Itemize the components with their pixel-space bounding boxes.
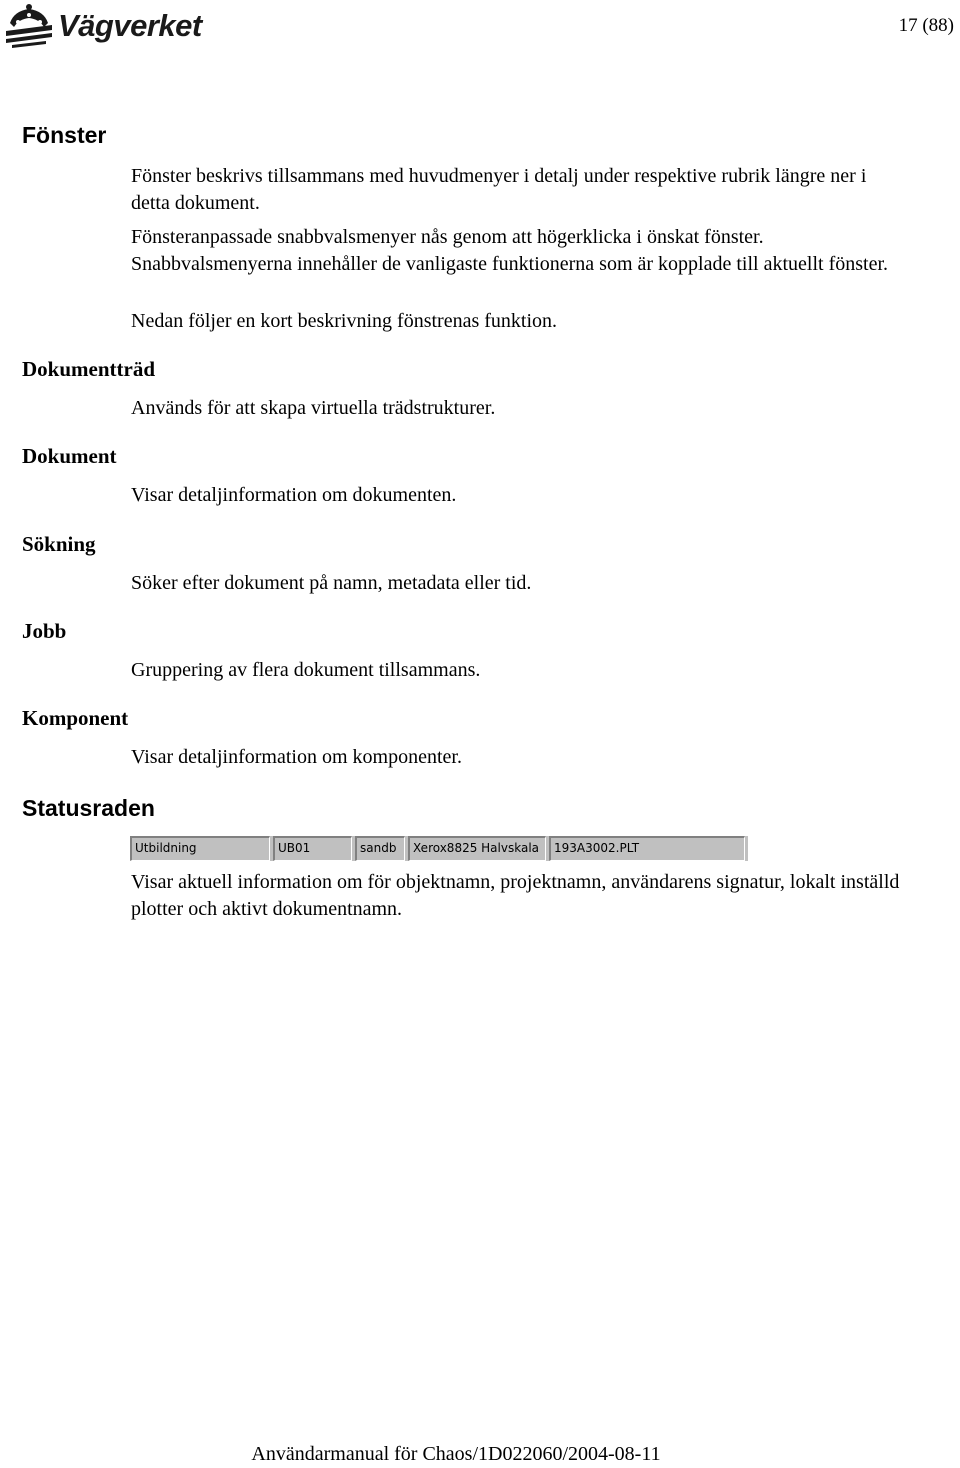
status-cell-plotter: Xerox8825 Halvskala xyxy=(408,836,546,861)
heading-jobb: Jobb xyxy=(22,619,67,643)
paragraph-komponent: Visar detaljinformation om komponenter. xyxy=(131,746,462,768)
heading-fonster: Fönster xyxy=(22,122,107,148)
status-cell-object: Utbildning xyxy=(130,836,270,861)
heading-statusraden: Statusraden xyxy=(22,795,155,821)
paragraph-fonster-3: Nedan följer en kort beskrivning fönstrenas funktion. xyxy=(131,310,558,332)
status-cell-user: sandb xyxy=(355,836,405,861)
paragraph-jobb: Gruppering av flera dokument tillsammans. xyxy=(131,659,481,681)
paragraph-fonster-2: Fönsteranpassade snabbvalsmenyer nås genom att högerklicka i önskat fönster. Snabbvalsmenyerna innehåller de vanligaste funktionerna som är kopplade till aktuellt fönster. xyxy=(131,226,889,275)
paragraph-dokument: Visar detaljinformation om dokumenten. xyxy=(131,484,457,506)
vagverket-logo xyxy=(4,2,202,50)
paragraph-sokning: Söker efter dokument på namn, metadata eller tid. xyxy=(131,572,532,594)
heading-dokumenttrad: Dokumentträd xyxy=(22,357,156,381)
paragraph-statusraden: Visar aktuell information om för objektnamn, projektnamn, användarens signatur, lokalt inställd plotter och aktivt dokumentnamn. xyxy=(131,871,900,920)
paragraph-fonster-1: Fönster beskrivs tillsammans med huvudmenyer i detalj under respektive rubrik längre ner i detta dokument. xyxy=(131,165,867,214)
heading-komponent: Komponent xyxy=(22,706,129,730)
page-number: 17 (88) xyxy=(898,15,954,36)
status-cell-project: UB01 xyxy=(273,836,352,861)
status-bar xyxy=(130,836,748,861)
logo-text: Vägverket xyxy=(58,8,202,43)
footer: Användarmanual för Chaos/1D022060/2004-08-11 xyxy=(251,1443,661,1465)
heading-dokument: Dokument xyxy=(22,444,117,468)
crown-logo-icon xyxy=(4,3,54,49)
paragraph-dokumenttrad: Används för att skapa virtuella trädstrukturer. xyxy=(131,397,496,419)
status-cell-document: 193A3002.PLT xyxy=(549,836,745,861)
heading-sokning: Sökning xyxy=(22,532,96,556)
